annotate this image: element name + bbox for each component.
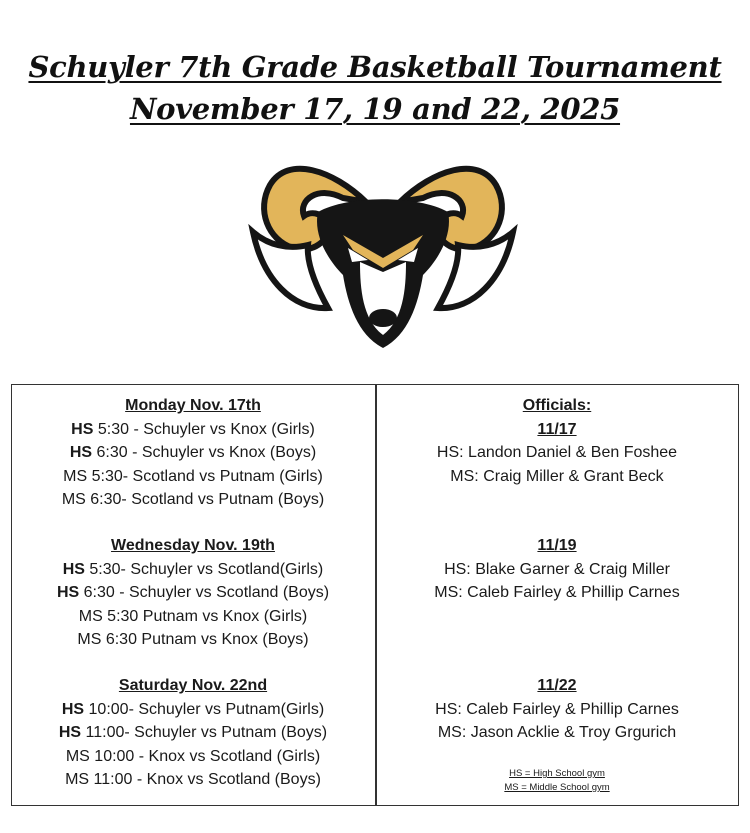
officials-heading: Officials: [522,397,592,414]
officials-hs: HS: Blake Garner & Craig Miller [444,560,670,578]
game-row: HS 6:30 - Schuyler vs Scotland (Boys) [56,584,330,601]
game-row: HS 10:00- Schuyler vs Putnam(Girls) [61,700,325,718]
officials-day1 [377,394,737,488]
page-title: Schuyler 7th Grade Basketball Tournament [28,50,722,84]
game-row: MS 6:30 Putnam vs Knox (Boys) [77,631,309,648]
legend-ms: MS = Middle School gym [504,782,610,793]
game-row: MS 10:00 - Knox vs Scotland (Girls) [65,747,321,765]
page-subtitle-dates: November 17, 19 and 22, 2025 [129,92,621,126]
game-row: MS 6:30- Scotland vs Putnam (Boys) [61,491,325,508]
officials-ms: MS: Jason Acklie & Troy Grgurich [437,724,677,741]
officials-date: 11/19 [537,537,577,554]
day1-heading: Monday Nov. 17th [125,397,261,414]
gym-legend [377,767,737,795]
day1-schedule [12,394,374,512]
officials-hs: HS: Caleb Fairley & Phillip Carnes [435,700,679,718]
officials-day2 [377,534,737,605]
officials-date: 11/22 [537,677,577,694]
legend-hs: HS = High School gym [509,768,605,779]
day3-schedule [12,674,374,792]
day2-heading: Wednesday Nov. 19th [111,537,275,554]
game-row: HS 5:30- Schuyler vs Scotland(Girls) [62,560,324,578]
ram-head-icon [248,140,518,355]
officials-day3 [377,674,737,745]
day2-schedule [12,534,374,652]
game-row: MS 5:30 Putnam vs Knox (Girls) [78,607,308,625]
game-row: MS 11:00 - Knox vs Scotland (Boys) [65,771,321,788]
officials-ms: MS: Caleb Fairley & Phillip Carnes [434,584,680,601]
game-row: MS 5:30- Scotland vs Putnam (Girls) [63,467,323,485]
game-row: HS 6:30 - Schuyler vs Knox (Boys) [69,444,317,461]
game-row: HS 5:30 - Schuyler vs Knox (Girls) [71,420,315,438]
officials-date: 11/17 [537,420,577,438]
officials-ms: MS: Craig Miller & Grant Beck [450,467,664,485]
game-row: HS 11:00- Schuyler vs Putnam (Boys) [58,724,328,741]
day3-heading: Saturday Nov. 22nd [118,677,268,694]
officials-hs: HS: Landon Daniel & Ben Foshee [436,444,678,461]
